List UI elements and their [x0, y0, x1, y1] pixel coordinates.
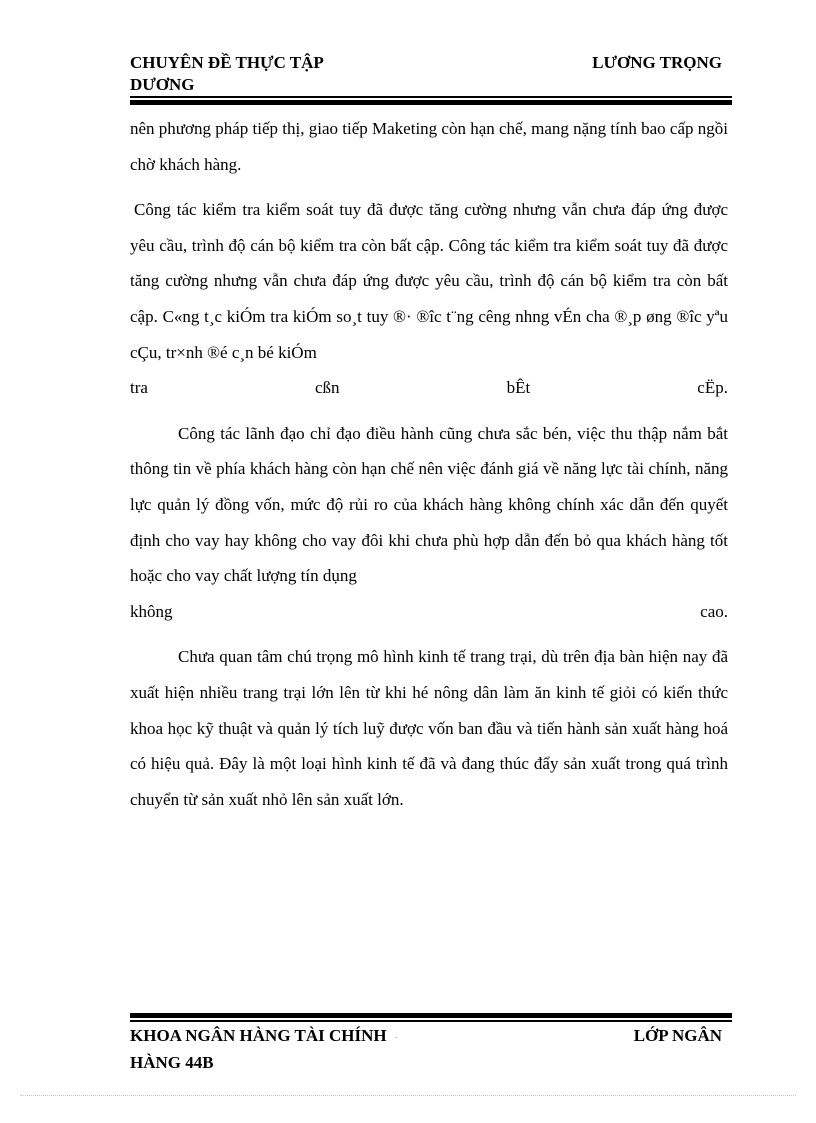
p2-word-4: cËp. — [697, 378, 728, 398]
p2-word-3: bÊt — [506, 378, 531, 398]
p2-word-1: tra — [130, 378, 148, 398]
header-right-author: LƯƠNG TRỌNG — [592, 53, 722, 72]
footer-second-line: HÀNG 44B — [130, 1053, 214, 1072]
header-second-line: DƯƠNG — [130, 75, 195, 94]
header-rule-thick — [130, 100, 732, 105]
p2-word-2: cßn — [315, 378, 340, 398]
paragraph-4: Chưa quan tâm chú trọng mô hình kinh tế trang trại, dù trên địa bàn hiện nay đã xuất hiện nhiều trang trại lớn lên từ khi hé nông dân làm ăn kinh tế giỏi có kiến thức khoa học kỹ thuật và quản lý tích luỹ được vốn ban đầu và tiến hành sản xuất hàng hoá có hiệu quả. Đây là một loại hình kinh tế đã và đang thúc đẩy sản xuất trong quá trình chuyển từ sản xuất nhỏ lên sản xuất lớn. — [130, 647, 728, 809]
page-footer — [130, 1024, 722, 1075]
footer-left-faculty: KHOA NGÂN HÀNG TÀI CHÍNH · — [130, 1026, 398, 1045]
paragraph-3: Công tác lãnh đạo chỉ đạo điều hành cũng chưa sắc bén, việc thu thập nắm bắt thông tin về phía khách hàng còn hạn chế nên việc đánh giá về năng lực tài chính, năng lực quản lý đồng vốn, mức độ rủi ro của khách hàng không chính xác dẫn đến quyết định cho vay hay không cho vay đôi khi chưa phù hợp dẫn đến bỏ qua khách hàng tốt hoặc cho vay chất lượng tín dụng — [130, 423, 728, 586]
footer-rule-thick — [130, 1013, 732, 1018]
header-rule-thin — [130, 96, 732, 98]
body-text — [130, 111, 728, 817]
p3-word-1: không — [130, 601, 173, 621]
footer-rule-thin — [130, 1020, 732, 1022]
page-edge-dotted — [20, 1095, 796, 1096]
paragraph-2-text: Công tác kiểm tra kiểm soát tuy đã được tăng cường nhưng vẫn chưa đáp ứng được yêu cầu, trình độ cán bộ kiểm tra còn bất cập. Công tác kiểm tra kiểm soát tuy đã được tăng cường nhưng vẫn chưa đáp ứng được yêu cầu, trình độ cán bộ kiểm tra còn bất cập. C«ng t¸c kiÓm tra kiÓm so¸t tuy ®· ®îc t¨ng cêng nhng vÉn cha ®¸p øng ®îc yªu cÇu, tr×nh ®é c¸n bé kiÓm — [130, 200, 728, 362]
paragraph-3-last-line — [130, 594, 728, 630]
footer-right-class: LỚP NGÂN — [633, 1026, 722, 1045]
page-header — [130, 52, 722, 96]
footer-dot: · — [394, 1033, 398, 1044]
header-left-title: CHUYÊN ĐỀ THỰC TẬP — [130, 53, 324, 72]
paragraph-2 — [130, 192, 728, 370]
paragraph-1: nên phương pháp tiếp thị, giao tiếp Maketing còn hạn chế, mang nặng tính bao cấp ngồi chờ khách hàng. — [130, 119, 728, 174]
p3-word-2: cao. — [700, 601, 728, 621]
paragraph-2-last-line — [130, 370, 728, 406]
